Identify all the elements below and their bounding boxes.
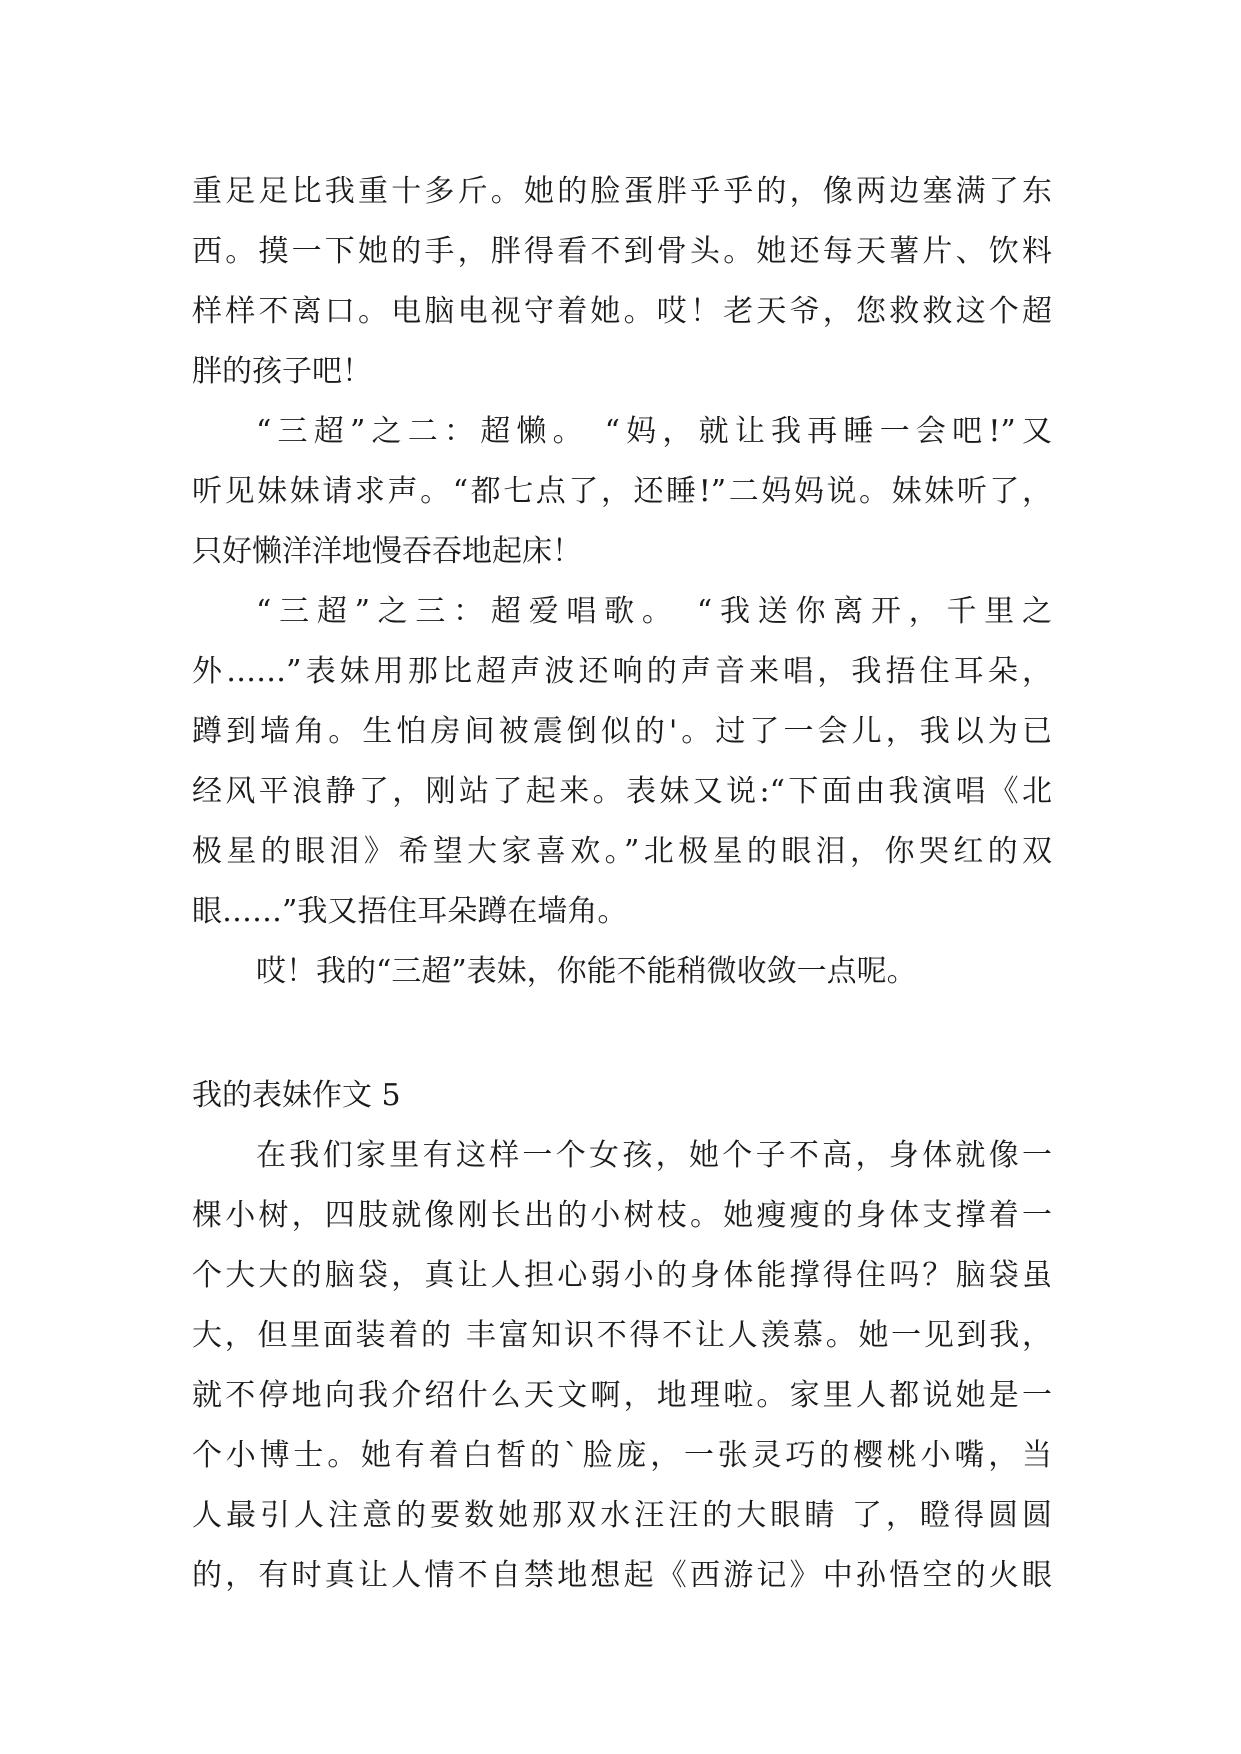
paragraph-line: 经风平浪静了，刚站了起来。表妹又说:“下面由我演唱《北 bbox=[192, 774, 1052, 809]
paragraph-line: 只好懒洋洋地慢吞吞地起床！ bbox=[192, 534, 582, 569]
paragraph-line: 个大大的脑袋，真让人担心弱小的身体能撑得住吗？脑袋虽 bbox=[192, 1258, 1052, 1293]
paragraph-line: 重足足比我重十多斤。她的脸蛋胖乎乎的，像两边塞满了东 bbox=[192, 174, 1052, 209]
section-heading: 我的表妹作文 5 bbox=[192, 1078, 401, 1113]
paragraph-line: 的，有时真让人情不自禁地想起《西游记》中孙悟空的火眼 bbox=[192, 1558, 1052, 1593]
paragraph-line: 蹲到墙角。生怕房间被震倒似的'。过了一会儿，我以为已 bbox=[192, 714, 1052, 749]
article-body bbox=[192, 162, 1052, 1606]
paragraph-line: 西。摸一下她的手，胖得看不到骨头。她还每天薯片、饮料 bbox=[192, 234, 1052, 269]
paragraph-line: 哎！我的“三超”表妹，你能不能稍微收敛一点呢。 bbox=[256, 954, 917, 989]
paragraph-line: 外……”表妹用那比超声波还响的声音来唱，我捂住耳朵， bbox=[192, 654, 1052, 689]
paragraph-line: 听见妹妹请求声。“都七点了，还睡!”二妈妈说。妹妹听了， bbox=[192, 474, 1052, 509]
paragraph-line: 就不停地向我介绍什么天文啊，地理啦。家里人都说她是一 bbox=[192, 1378, 1052, 1413]
paragraph-line: 人最引人注意的要数她那双水汪汪的大眼睛 了，瞪得圆圆 bbox=[192, 1498, 1052, 1533]
paragraph-line: 胖的孩子吧！ bbox=[192, 354, 372, 389]
paragraph-line: 眼……”我又捂住耳朵蹲在墙角。 bbox=[192, 894, 628, 929]
paragraph-line: 极星的眼泪》希望大家喜欢。”北极星的眼泪，你哭红的双 bbox=[192, 834, 1052, 869]
paragraph-line: “三超”之二：超懒。 “妈，就让我再睡一会吧!”又 bbox=[256, 414, 1052, 449]
paragraph-line: 样样不离口。电脑电视守着她。哎！老天爷，您救救这个超 bbox=[192, 294, 1052, 329]
paragraph-line: 大，但里面装着的 丰富知识不得不让人羡慕。她一见到我， bbox=[192, 1318, 1052, 1353]
paragraph-line: 个小博士。她有着白皙的`脸庞，一张灵巧的樱桃小嘴，当 bbox=[192, 1438, 1052, 1473]
paragraph-line: “三超”之三：超爱唱歌。 “我送你离开，千里之 bbox=[256, 594, 1052, 629]
paragraph-line: 棵小树，四肢就像刚长出的小树枝。她瘦瘦的身体支撑着一 bbox=[192, 1198, 1052, 1233]
section-gap bbox=[192, 1002, 1052, 1066]
paragraph-line: 在我们家里有这样一个女孩，她个子不高，身体就像一 bbox=[256, 1138, 1052, 1173]
